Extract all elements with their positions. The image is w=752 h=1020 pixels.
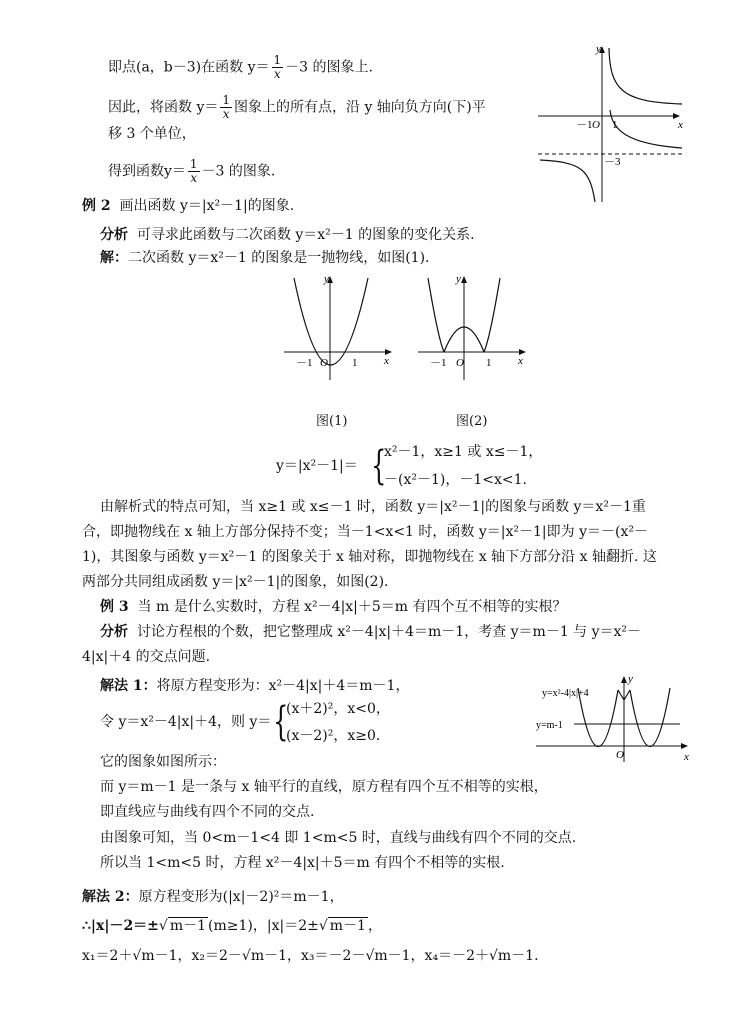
p2-line2: 合，即抛物线在 x 轴上方部分保持不变；当－1<x<1 时，函数 y＝|x²－1|即为 y＝－(x²－ (82, 524, 648, 540)
piecewise1-case1: x²－1，x≥1 或 x≤－1， (384, 444, 543, 460)
solution1-line4: 而 y＝m－1 是一条与 x 轴平行的直线，原方程有四个互不相等的实根， (100, 779, 548, 795)
example2-label: 例 2 (82, 198, 111, 214)
example3-analysis-label: 分析 (100, 624, 128, 640)
example2-text: 画出函数 y＝|x²－1|的图象. (119, 198, 295, 214)
solution1-case1: (x＋2)²，x<0， (286, 701, 390, 717)
brace-1: { (371, 443, 387, 489)
solution1-line7: 所以当 1<m<5 时，方程 x²－4|x|＋5＝m 有四个不相等的实根. (100, 855, 505, 871)
frac-num: 1 (189, 157, 198, 171)
solution1-label: 解法 1： (100, 678, 157, 694)
fig-top-x-label: x (678, 119, 683, 131)
solution1-line6: 由图象可知，当 0<m－1<4 即 1<m<5 时，直线与曲线有四个不同的交点. (100, 830, 577, 846)
fig1-origin: O (320, 357, 328, 369)
p1-line3: 移 3 个单位， (108, 126, 196, 142)
solution1-line5: 即直线应与曲线有四个不同的交点. (100, 804, 315, 820)
example3-analysis-text: 讨论方程根的个数，把它整理成 x²－4|x|＋4＝m－1，考查 y＝m－1 与 y＝x²－ (136, 624, 642, 640)
example3-text: 当 m 是什么实数时，方程 x²－4|x|＋5＝m 有四个互不相等的实根？ (137, 599, 567, 615)
fig-top-neg-one: －1 (576, 119, 593, 131)
p1-line1-tail: －3 的图象上. (285, 59, 373, 76)
brace-2: { (273, 699, 289, 745)
fig1-caption: 图(1) (316, 414, 348, 429)
solution2-line2-mid: (m≥1)，|x|＝2± (208, 918, 319, 934)
figure-3-w-curve (532, 672, 702, 764)
solution2-line1 (82, 887, 344, 907)
piecewise1-lhs: y＝|x²－1|＝ (276, 458, 358, 474)
solution1-line3: 它的图象如图所示： (100, 754, 226, 770)
p2-line1: 由解析式的特点可知，当 x≥1 或 x≤－1 时，函数 y＝|x²－1|的图象与函数 y＝x²－1重 (100, 499, 646, 515)
piecewise1-case2: －(x²－1)，－1<x<1. (384, 472, 527, 488)
fig-top-origin: O (592, 119, 600, 131)
fig1-x-label: x (384, 355, 389, 367)
fig1-neg-one: －1 (296, 357, 313, 369)
solution2-line2-head: ∴|x|－2＝± (82, 918, 159, 934)
fig3-y-label: y (628, 673, 633, 685)
p1-line4-head: 得到函数y＝ (108, 163, 186, 180)
frac-num: 1 (273, 53, 282, 67)
fig-top-one: 1 (612, 119, 618, 131)
fig3-curve-label: y=x²-4|x|+4 (542, 688, 589, 699)
fraction-1-over-x (272, 54, 284, 81)
example2-analysis (100, 225, 475, 245)
fig3-origin: O (616, 749, 624, 761)
figure-1-parabola (282, 272, 394, 384)
fig2-y-label: y (456, 273, 461, 285)
solution2-line3: x₁＝2＋√m－1，x₂＝2－√m－1，x₃＝－2－√m－1，x₄＝－2＋√m－1. (82, 948, 539, 964)
fig2-caption: 图(2) (456, 414, 488, 429)
solution2-line2: ∴|x|－2＝±√ m－1 (m≥1)，|x|＝2±√ m－1 ， (82, 918, 382, 934)
p1-line2-head: 因此，将函数 y＝ (108, 99, 219, 116)
fig2-one: 1 (486, 357, 492, 369)
fig3-line-label: y=m-1 (536, 720, 563, 731)
solution1-line2: 令 y＝x²－4|x|＋4，则 y＝ (100, 714, 272, 730)
solution2-label: 解法 2： (82, 889, 139, 905)
solution1-line1-text: 将原方程变形为：x²－4|x|＋4＝m－1， (156, 678, 410, 694)
fig2-origin: O (456, 357, 464, 369)
frac-den: x (222, 107, 230, 121)
example3-label: 例 3 (100, 599, 129, 615)
example3-line (100, 597, 567, 617)
p1-line2 (108, 94, 486, 121)
example3-analysis-1 (100, 622, 641, 642)
fig3-x-label: x (684, 751, 689, 763)
p2-line4: 两部分共同组成函数 y＝|x²－1|的图象，如图(2). (82, 574, 389, 590)
fig-top-minus-three: －3 (604, 156, 621, 168)
solution-label: 解： (100, 250, 128, 266)
p1-line4 (108, 158, 275, 185)
solution1-case2: (x－2)²，x≥0. (286, 728, 381, 744)
fig2-neg-one: －1 (430, 357, 447, 369)
frac-den: x (273, 67, 281, 81)
fig1-y-label: y (324, 273, 329, 285)
fraction-1-over-x-3 (188, 158, 200, 185)
sqrt-1: m－1 (169, 918, 207, 934)
figure-2-abs-parabola (416, 272, 528, 384)
solution-text: 二次函数 y＝x²－1 的图象是一抛物线，如图(1). (128, 250, 430, 266)
p1-line1 (108, 54, 373, 81)
analysis-text: 可寻求此函数与二次函数 y＝x²－1 的图象的变化关系. (136, 227, 475, 243)
figure-hyperbola (532, 40, 692, 205)
p2-line3: 1)，其图象与函数 y＝x²－1 的图象关于 x 轴对称，即抛物线在 x 轴下方部分沿 x 轴翻折. 这 (82, 549, 657, 565)
p1-line2-tail: 图象上的所有点，沿 y 轴向负方向(下)平 (234, 99, 486, 116)
fig2-x-label: x (518, 355, 523, 367)
p1-line1-text: 即点(a，b－3)在函数 y＝ (108, 59, 270, 76)
sqrt-2: m－1 (329, 918, 366, 934)
p1-line4-tail: －3 的图象. (201, 163, 276, 180)
frac-num: 1 (222, 93, 230, 107)
solution1-line1 (100, 676, 409, 696)
solution2-line1-text: 原方程变形为(|x|－2)²＝m－1， (138, 889, 344, 905)
example2-line (82, 196, 294, 216)
fig1-one: 1 (352, 357, 358, 369)
frac-den: x (190, 171, 198, 185)
solution2-line2-tail: ， (367, 918, 382, 934)
example3-analysis-2: 4|x|＋4 的交点问题. (82, 649, 211, 665)
fig-top-y-label: y (596, 43, 601, 55)
analysis-label: 分析 (100, 227, 128, 243)
example2-solution (100, 248, 430, 268)
fraction-1-over-x-2 (220, 94, 232, 121)
